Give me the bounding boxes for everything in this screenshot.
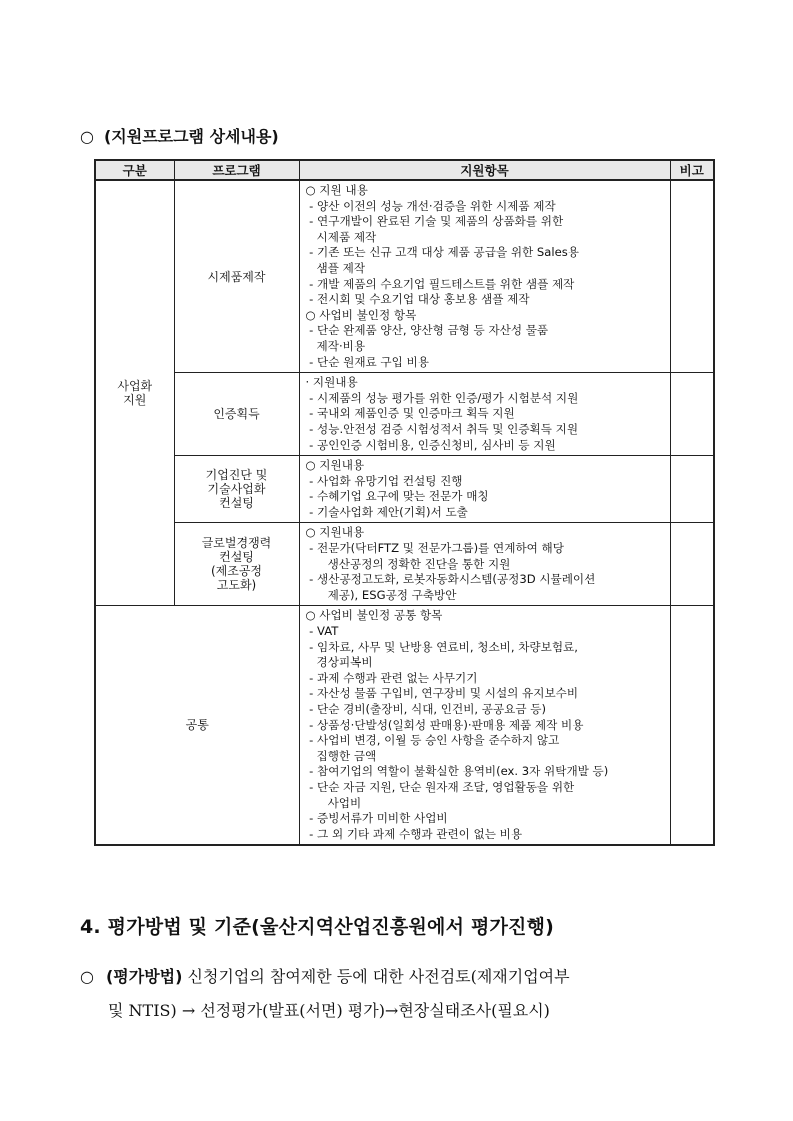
item-line: 시제품 제작 bbox=[305, 229, 377, 244]
evaluation-bullet: ○ bbox=[80, 967, 94, 986]
item-line: 샘플 제작 bbox=[305, 260, 366, 275]
item-line: - 기존 또는 신규 고객 대상 제품 공급을 위한 Sales용 bbox=[305, 245, 579, 260]
item-line: - 단순 완제품 양산, 양산형 금형 등 자산성 물품 bbox=[305, 323, 549, 338]
item-line: 제작·비용 bbox=[305, 338, 366, 353]
common-label-cell: 공통 bbox=[95, 606, 299, 845]
item-line: - 연구개발이 완료된 기술 및 제품의 상품화를 위한 bbox=[305, 214, 564, 229]
header-note: 비고 bbox=[670, 160, 714, 180]
item-line: - 단순 원재료 구입 비용 bbox=[305, 354, 429, 369]
note-cell bbox=[670, 456, 714, 523]
item-line: ○ 사업비 불인정 항목 bbox=[305, 307, 417, 322]
note-cell bbox=[670, 373, 714, 456]
item-line: - 양산 이전의 성능 개선·검증을 위한 시제품 제작 bbox=[305, 198, 556, 213]
item-line: - 기술사업화 제안(기획)서 도출 bbox=[305, 504, 468, 519]
item-line: - 생산공정고도화, 로봇자동화시스템(공정3D 시뮬레이션 bbox=[305, 572, 596, 587]
item-line: - 전문가(닥터FTZ 및 전문가그룹)를 연계하여 해당 bbox=[305, 541, 564, 556]
header-items: 지원항목 bbox=[299, 160, 670, 180]
heading-bullet: ○ bbox=[80, 127, 94, 146]
items-cell bbox=[299, 456, 670, 523]
item-line: - VAT bbox=[305, 624, 339, 639]
header-category: 구분 bbox=[95, 160, 174, 180]
items-cell bbox=[299, 180, 670, 373]
table-row bbox=[95, 180, 714, 373]
table-header-row bbox=[95, 160, 714, 180]
item-line: - 증빙서류가 미비한 사업비 bbox=[305, 811, 448, 826]
item-line: ○ 사업비 불인정 공통 항목 bbox=[305, 608, 443, 623]
item-line: - 단순 자금 지원, 단순 원자재 조달, 영업활동을 위한 bbox=[305, 779, 575, 794]
heading-text: (지원프로그램 상세내용) bbox=[103, 127, 279, 146]
item-line: ○ 지원내용 bbox=[305, 458, 365, 473]
note-cell bbox=[670, 180, 714, 373]
item-line: 제공), ESG공정 구축방안 bbox=[305, 587, 457, 602]
item-line: - 사업비 변경, 이월 등 승인 사항을 준수하지 않고 bbox=[305, 733, 560, 748]
section4-heading: 4. 평가방법 및 기준(울산지역산업진흥원에서 평가진행) bbox=[80, 916, 555, 938]
items-cell bbox=[299, 523, 670, 606]
item-line: - 시제품의 성능 평가를 위한 인증/평가 시험분석 지원 bbox=[305, 390, 579, 405]
item-line: - 참여기업의 역할이 불확실한 용역비(ex. 3자 위탁개발 등) bbox=[305, 764, 609, 779]
item-line: - 전시회 및 수요기업 대상 홍보용 샘플 제작 bbox=[305, 292, 530, 307]
program-cell: 기업진단 및 기술사업화 컨설팅 bbox=[174, 456, 299, 523]
evaluation-text-line2: 및 NTIS) → 선정평가(발표(서면) 평가)→현장실태조사(필요시) bbox=[108, 1001, 550, 1020]
item-line: - 단순 경비(출장비, 식대, 인건비, 공공요금 등) bbox=[305, 702, 546, 716]
items-cell bbox=[299, 606, 670, 845]
item-line: 집행한 금액 bbox=[305, 748, 377, 763]
item-line: - 자산성 물품 구입비, 연구장비 및 시설의 유지보수비 bbox=[305, 686, 579, 701]
note-cell bbox=[670, 606, 714, 845]
table-row-common bbox=[95, 606, 714, 845]
item-line: 경상피복비 bbox=[305, 655, 373, 670]
item-line: - 과제 수행과 관련 없는 사무기기 bbox=[305, 670, 478, 685]
item-line: · 지원내용 bbox=[305, 375, 358, 390]
item-line: - 그 외 기타 과제 수행과 관련이 없는 비용 bbox=[305, 826, 523, 841]
item-line: ○ 지원내용 bbox=[305, 525, 365, 540]
program-cell: 글로벌경쟁력 컨설팅 (제조공정 고도화) bbox=[174, 523, 299, 606]
item-line: - 개발 제품의 수요기업 필드테스트를 위한 샘플 제작 bbox=[305, 276, 575, 291]
category-cell: 사업화 지원 bbox=[95, 180, 174, 606]
evaluation-paragraph bbox=[80, 960, 730, 1028]
table-row bbox=[95, 373, 714, 456]
section-heading bbox=[80, 124, 279, 147]
evaluation-lead: (평가방법) bbox=[105, 967, 183, 986]
program-cell: 인증획득 bbox=[174, 373, 299, 456]
item-line: - 국내외 제품인증 및 인증마크 획득 지원 bbox=[305, 406, 515, 421]
note-cell bbox=[670, 523, 714, 606]
item-line: 사업비 bbox=[305, 795, 362, 810]
item-line: 생산공정의 정확한 진단을 통한 지원 bbox=[305, 556, 511, 571]
item-line: - 공인인증 시험비용, 인증신청비, 심사비 등 지원 bbox=[305, 437, 556, 452]
item-line: - 임차료, 사무 및 난방용 연료비, 청소비, 차량보험료, bbox=[305, 639, 578, 654]
item-line: - 상품성·단발성(일회성 판매용)·판매용 제품 제작 비용 bbox=[305, 717, 584, 732]
item-line: - 수혜기업 요구에 맞는 전문가 매칭 bbox=[305, 489, 489, 504]
program-table bbox=[94, 159, 715, 846]
item-line: - 성능.안전성 검증 시험성적서 취득 및 인증획득 지원 bbox=[305, 421, 579, 436]
evaluation-text-line1: 신청기업의 참여제한 등에 대한 사전검토(제재기업여부 bbox=[182, 967, 570, 986]
items-cell bbox=[299, 373, 670, 456]
item-line: ○ 지원 내용 bbox=[305, 183, 368, 197]
table-row bbox=[95, 456, 714, 523]
table-row bbox=[95, 523, 714, 606]
item-line: - 사업화 유망기업 컨설팅 진행 bbox=[305, 473, 463, 488]
program-cell: 시제품제작 bbox=[174, 180, 299, 373]
header-program: 프로그램 bbox=[174, 160, 299, 180]
